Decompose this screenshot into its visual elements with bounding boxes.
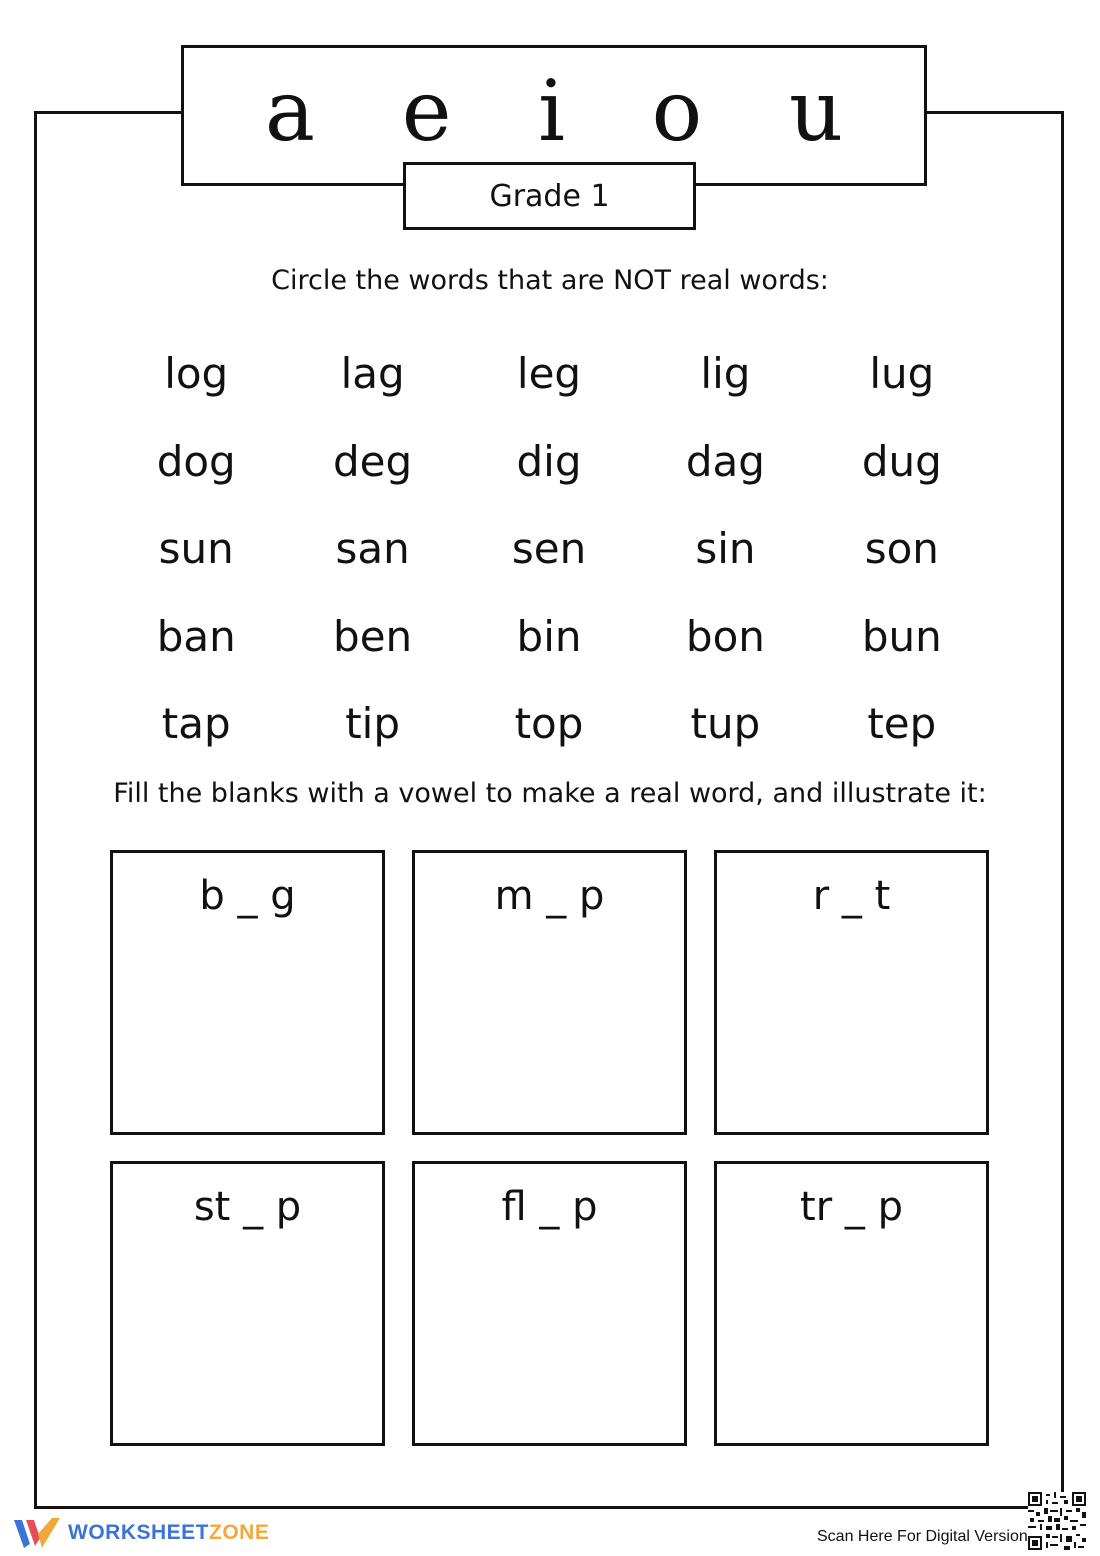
word-row (108, 418, 990, 506)
word-item[interactable]: tup (690, 699, 761, 749)
word-item[interactable]: tep (867, 699, 937, 749)
blank-word-label: r _ t (812, 873, 891, 919)
word-item[interactable]: dug (861, 436, 942, 486)
word-item[interactable]: sin (695, 524, 756, 574)
brand-part-1: WORKSHEET (68, 1521, 209, 1544)
worksheet-title: a e i o u (264, 61, 874, 160)
worksheetzone-logo[interactable] (14, 1516, 269, 1550)
word-item[interactable]: lig (700, 349, 751, 399)
scan-caption: Scan Here For Digital Version (817, 1528, 1028, 1545)
word-row (108, 593, 990, 681)
drawing-box[interactable] (412, 1161, 687, 1446)
word-item[interactable]: leg (516, 349, 582, 399)
drawing-box[interactable] (110, 1161, 385, 1446)
instruction-fill-blanks: Fill the blanks with a vowel to make a real word, and illustrate it: (113, 778, 987, 809)
blank-word-label: b _ g (199, 873, 296, 919)
word-item[interactable]: dag (685, 436, 765, 486)
word-item[interactable]: dig (516, 436, 582, 486)
blank-word-label: m _ p (494, 873, 605, 919)
blank-word-label: st _ p (193, 1184, 302, 1230)
word-item[interactable]: san (335, 524, 410, 574)
word-item[interactable]: log (164, 349, 229, 399)
word-item[interactable]: bin (516, 611, 582, 661)
word-item[interactable]: bon (685, 611, 765, 661)
qr-code-icon[interactable] (1028, 1492, 1086, 1550)
word-row (108, 680, 990, 768)
word-item[interactable]: top (514, 699, 584, 749)
drawing-box[interactable] (714, 1161, 989, 1446)
word-item[interactable]: tip (345, 699, 400, 749)
word-row (108, 505, 990, 593)
drawing-box[interactable] (412, 850, 687, 1135)
blank-word-label: tr _ p (800, 1184, 903, 1230)
word-item[interactable]: ban (156, 611, 236, 661)
word-item[interactable]: lag (340, 349, 405, 399)
word-item[interactable]: ben (333, 611, 413, 661)
drawing-box[interactable] (714, 850, 989, 1135)
word-item[interactable]: son (864, 524, 939, 574)
blank-word-label: fl _ p (501, 1184, 598, 1230)
word-item[interactable]: sen (511, 524, 587, 574)
word-row (108, 330, 990, 418)
grade-box (403, 162, 696, 230)
word-item[interactable]: bun (861, 611, 942, 661)
w-logo-icon (14, 1516, 60, 1550)
drawing-box[interactable] (110, 850, 385, 1135)
word-item[interactable]: sun (158, 524, 234, 574)
word-item[interactable]: deg (333, 436, 413, 486)
word-grid (108, 330, 990, 768)
brand-part-2: ZONE (209, 1521, 270, 1544)
word-item[interactable]: tap (161, 699, 231, 749)
word-item[interactable]: lug (869, 349, 935, 399)
word-item[interactable]: dog (156, 436, 236, 486)
brand-name (68, 1521, 269, 1545)
grade-label: Grade 1 (489, 178, 610, 214)
instruction-circle-words: Circle the words that are NOT real words: (271, 265, 829, 296)
